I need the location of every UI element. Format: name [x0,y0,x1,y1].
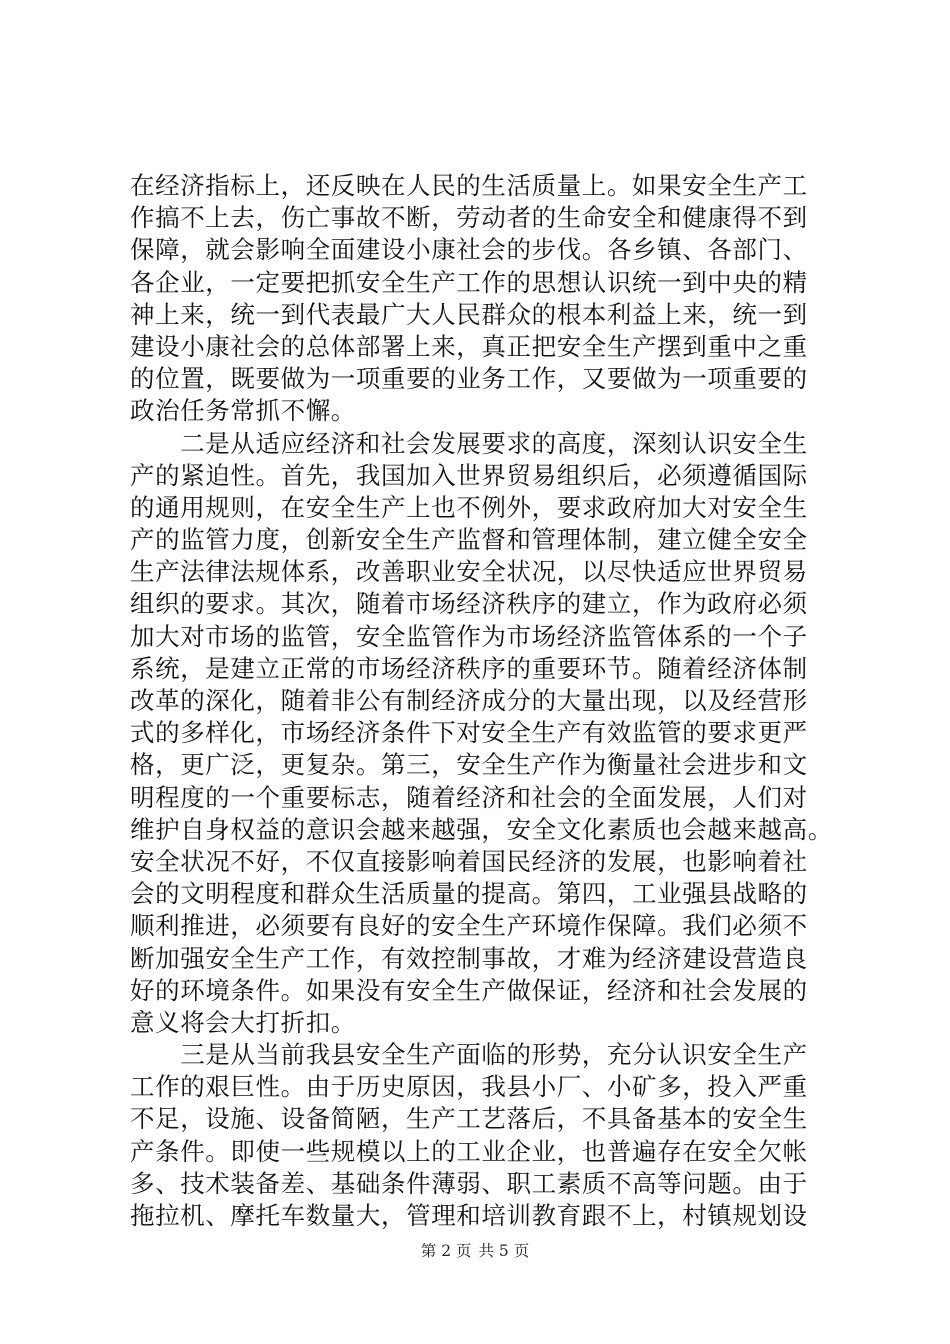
text-line: 安全状况不好，不仅直接影响着国民经济的发展，也影响着社 [130,846,808,876]
text-line: 好的环境条件。如果没有安全生产做保证，经济和社会发展的 [130,975,808,1005]
text-line: 产的紧迫性。首先，我国加入世界贸易组织后，必须遵循国际 [130,460,808,490]
text-line: 建设小康社会的总体部署上来，真正把安全生产摆到重中之重 [130,331,808,361]
text-line: 保障，就会影响全面建设小康社会的步伐。各乡镇、各部门、 [130,235,808,265]
page-footer [0,1241,950,1261]
text-line: 组织的要求。其次，随着市场经济秩序的建立，作为政府必须 [130,589,808,619]
text-line: 意义将会大打折扣。 [130,1007,356,1037]
text-line: 明程度的一个重要标志，随着经济和社会的全面发展，人们对 [130,782,808,812]
text-line: 拖拉机、摩托车数量大，管理和培训教育跟不上，村镇规划设 [130,1201,808,1230]
text-line: 断加强安全生产工作，有效控制事故，才难为经济建设营造良 [130,943,808,973]
text-line: 产条件。即使一些规模以上的工业企业，也普遍存在安全欠帐 [130,1136,808,1166]
text-line: 生产法律法规体系，改善职业安全状况，以尽快适应世界贸易 [130,557,808,587]
text-line: 三是从当前我县安全生产面临的形势，充分认识安全生产 [130,1040,808,1070]
text-line: 二是从适应经济和社会发展要求的高度，深刻认识安全生 [130,428,808,458]
text-line: 加大对市场的监管，安全监管作为市场经济监管体系的一个子 [130,621,808,651]
page-total: 共 5 页 [478,1242,530,1260]
page-number: 第 2 页 [420,1242,472,1260]
text-line: 式的多样化，市场经济条件下对安全生产有效监管的要求更严 [130,718,808,748]
text-line: 改革的深化，随着非公有制经济成分的大量出现，以及经营形 [130,686,808,715]
text-line: 格，更广泛，更复杂。第三，安全生产作为衡量社会进步和文 [130,750,808,780]
text-line: 神上来，统一到代表最广大人民群众的根本利益上来，统一到 [130,299,808,329]
text-line: 工作的艰巨性。由于历史原因，我县小厂、小矿多，投入严重 [130,1072,808,1102]
text-line: 政治任务常抓不懈。 [130,396,356,426]
text-line: 不足，设施、设备简陋，生产工艺落后，不具备基本的安全生 [130,1104,808,1134]
text-line: 在经济指标上，还反映在人民的生活质量上。如果安全生产工 [130,171,808,200]
text-line: 多、技术装备差、基础条件薄弱、职工素质不高等问题。由于 [130,1168,808,1198]
text-line: 会的文明程度和群众生活质量的提高。第四，工业强县战略的 [130,879,808,909]
text-line: 顺利推进，必须要有良好的安全生产环境作保障。我们必须不 [130,911,808,941]
text-line: 维护自身权益的意识会越来越强，安全文化素质也会越来越高。 [130,814,833,844]
text-line: 各企业，一定要把抓安全生产工作的思想认识统一到中央的精 [130,267,808,297]
text-line: 的位置，既要做为一项重要的业务工作，又要做为一项重要的 [130,364,808,394]
text-line: 系统，是建立正常的市场经济秩序的重要环节。随着经济体制 [130,653,808,683]
text-line: 产的监管力度，创新安全生产监督和管理体制，建立健全安全 [130,525,808,555]
text-line: 的通用规则，在安全生产上也不例外，要求政府加大对安全生 [130,492,808,522]
text-line: 作搞不上去，伤亡事故不断，劳动者的生命安全和健康得不到 [130,203,808,233]
body-text [130,170,833,1232]
